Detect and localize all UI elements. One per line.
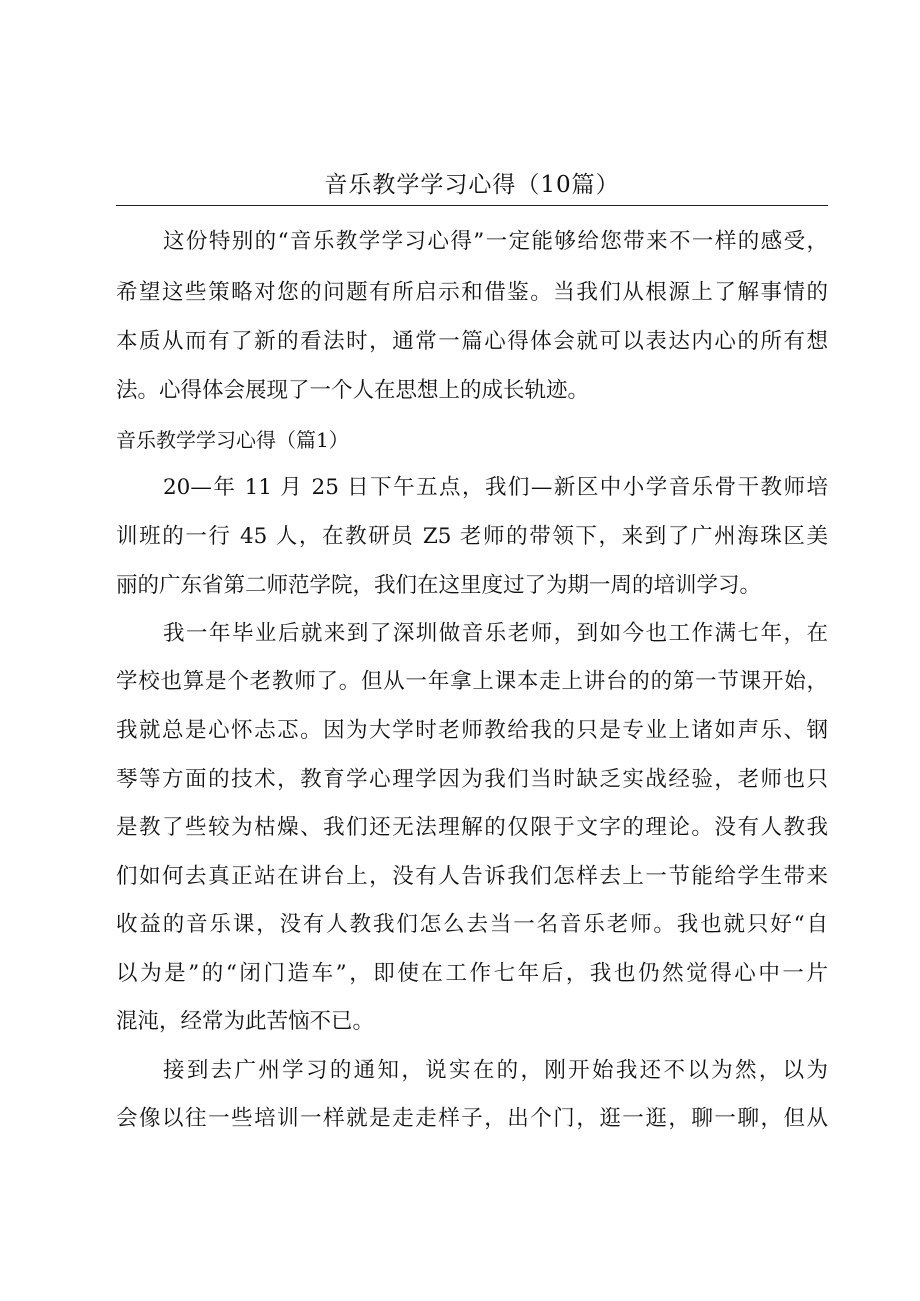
para2-line: 混沌，经常为此苦恼不已。 <box>116 1009 375 1034</box>
intro-line: 本质从而有了新的看法时，通常一篇心得体会就可以表达内心的所有想 <box>116 329 828 354</box>
para1-line: 训班的一行 45 人，在教研员 Z5 老师的带领下，来到了广州海珠区美 <box>116 524 828 549</box>
intro-line: 法。心得体会展现了一个人在思想上的成长轨迹。 <box>116 378 590 403</box>
intro-line: 这份特别的“音乐教学学习心得”一定能够给您带来不一样的感受， <box>163 229 828 254</box>
section-heading: 音乐教学学习心得（篇1） <box>116 428 349 452</box>
para2-line: 琴等方面的技术，教育学心理学因为我们当时缺乏实战经验，老师也只 <box>116 767 828 792</box>
para2-line: 我一年毕业后就来到了深圳做音乐老师，到如今也工作满七年，在 <box>163 621 828 646</box>
para1-line: 20—年 11 月 25 日下午五点，我们—新区中小学音乐骨干教师培 <box>163 475 828 500</box>
document-title: 音乐教学学习心得（10篇） <box>324 172 620 198</box>
para2-line: 们如何去真正站在讲台上，没有人告诉我们怎样去上一节能给学生带来 <box>116 864 828 889</box>
title-underline <box>116 205 828 206</box>
para3-line: 接到去广州学习的通知，说实在的，刚开始我还不以为然，以为 <box>163 1058 828 1083</box>
para2-line: 收益的音乐课，没有人教我们怎么去当一名音乐老师。我也就只好“自 <box>116 912 828 937</box>
para2-line: 以为是”的“闭门造车”，即使在工作七年后，我也仍然觉得心中一片 <box>116 961 828 986</box>
intro-line: 希望这些策略对您的问题有所启示和借鉴。当我们从根源上了解事情的 <box>116 280 828 305</box>
para3-line: 会像以往一些培训一样就是走走样子，出个门，逛一逛，聊一聊，但从 <box>116 1106 828 1131</box>
para2-line: 是教了些较为枯燥、我们还无法理解的仅限于文字的理论。没有人教我 <box>116 815 828 840</box>
para2-line: 我就总是心怀忐忑。因为大学时老师教给我的只是专业上诸如声乐、钢 <box>116 718 828 743</box>
para1-line: 丽的广东省第二师范学院，我们在这里度过了为期一周的培训学习。 <box>116 573 762 598</box>
para2-line: 学校也算是个老教师了。但从一年拿上课本走上讲台的的第一节课开始， <box>116 669 828 694</box>
